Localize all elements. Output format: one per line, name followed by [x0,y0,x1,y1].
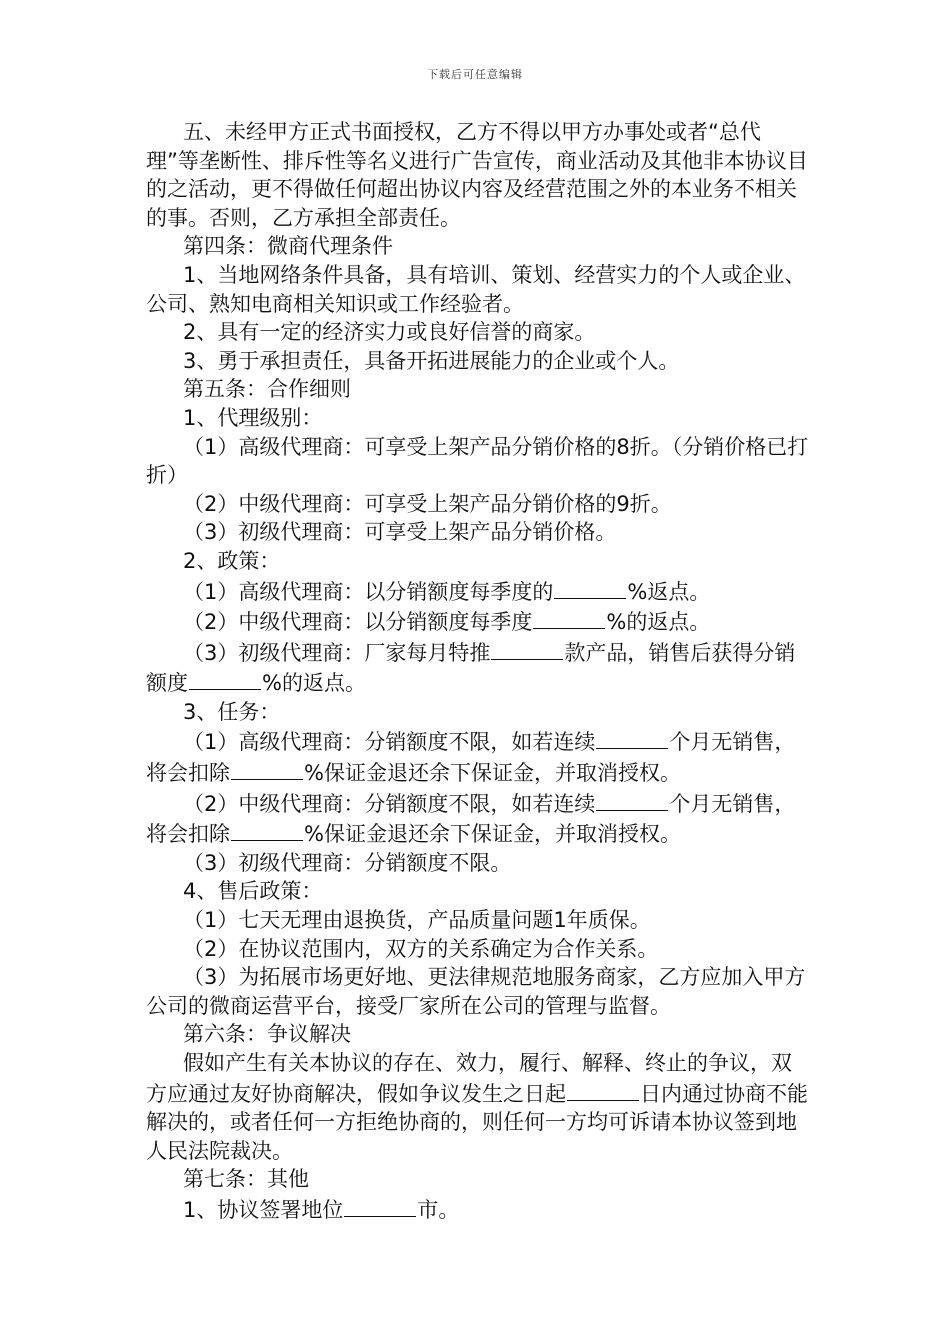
level-senior: （1）高级代理商：可享受上架产品分销价格的8折。（分销价格已打折） [146,434,809,488]
after-sales-3: （3）为拓展市场更好地、更法律规范地服务商家，乙方应加入甲方公司的微商运营平台，接受厂家所在公司的管理与监督。 [146,965,806,1018]
after-sales-2: （2）在协议范围内，双方的关系确定为合作关系。 [183,936,659,961]
fill-blank [554,576,626,599]
task-junior: （3）初级代理商：分销额度不限。 [183,850,512,875]
after-sales-1: （1）七天无理由退换货，产品质量问题1年质保。 [183,908,651,933]
article-5-heading: 第五条：合作细则 [183,377,351,402]
article-7-heading: 第七条：其他 [183,1167,309,1192]
signing-place: 1、协议签署地位 市。 [146,1194,810,1225]
section-policy: 2、政策： [183,548,281,573]
fill-blank [567,1078,639,1101]
level-junior: （3）初级代理商：可享受上架产品分销价格。 [183,520,617,545]
fill-blank [344,1194,416,1217]
fill-blank [596,788,668,811]
fill-blank [491,637,563,660]
fill-blank [189,667,261,690]
fill-blank [231,757,303,780]
document-body [146,118,810,1225]
policy-junior: （3）初级代理商：厂家每月特推 款产品，销售后获得分销额度 %的返点。 [146,637,810,698]
condition-3: 3、勇于承担责任，具备开拓进展能力的企业或个人。 [183,348,680,373]
policy-senior: （1）高级代理商：以分销额度每季度的 %返点。 [146,576,810,607]
clause-5-paragraph: 五、未经甲方正式书面授权，乙方不得以甲方办事处或者“总代理”等垄断性、排斥性等名义进行广告宣传，商业活动及其他非本协议目的之活动，更不得做任何超出协议内容及经营范围之外的本业务不相关的事。否则，乙方承担全部责任。 [146,120,808,230]
article-4-heading: 第四条：微商代理条件 [183,234,393,259]
policy-middle: （2）中级代理商：以分销额度每季度 %的返点。 [146,606,810,637]
dispute-paragraph: 假如产生有关本协议的存在、效力，履行、解释、终止的争议，双方应通过友好协商解决，假如争议发生之日起 日内通过协商不能解决的，或者任何一方拒绝协商的，则任何一方均可诉请本协议签到地人民法院裁决。 [146,1051,808,1163]
section-after-sales: 4、售后政策： [183,879,323,904]
fill-blank [596,726,668,749]
page-header: 下载后可任意编辑 [427,68,523,81]
task-senior: （1）高级代理商：分销额度不限，如若连续 个月无销售，将会扣除 %保证金退还余下保证金，并取消授权。 [146,726,810,787]
condition-2: 2、具有一定的经济实力或良好信誉的商家。 [183,320,596,345]
task-middle: （2）中级代理商：分销额度不限，如若连续 个月无销售，将会扣除 %保证金退还余下保证金，并取消授权。 [146,788,810,849]
section-task: 3、任务： [183,699,281,724]
fill-blank [231,818,303,841]
article-6-heading: 第六条：争议解决 [183,1022,351,1047]
fill-blank [533,606,605,629]
condition-1: 1、当地网络条件具备，具有培训、策划、经营实力的个人或企业、公司、熟知电商相关知识或工作经验者。 [146,262,806,316]
section-agent-level: 1、代理级别： [183,405,323,430]
level-middle: （2）中级代理商：可享受上架产品分销价格的9折。 [183,491,672,516]
